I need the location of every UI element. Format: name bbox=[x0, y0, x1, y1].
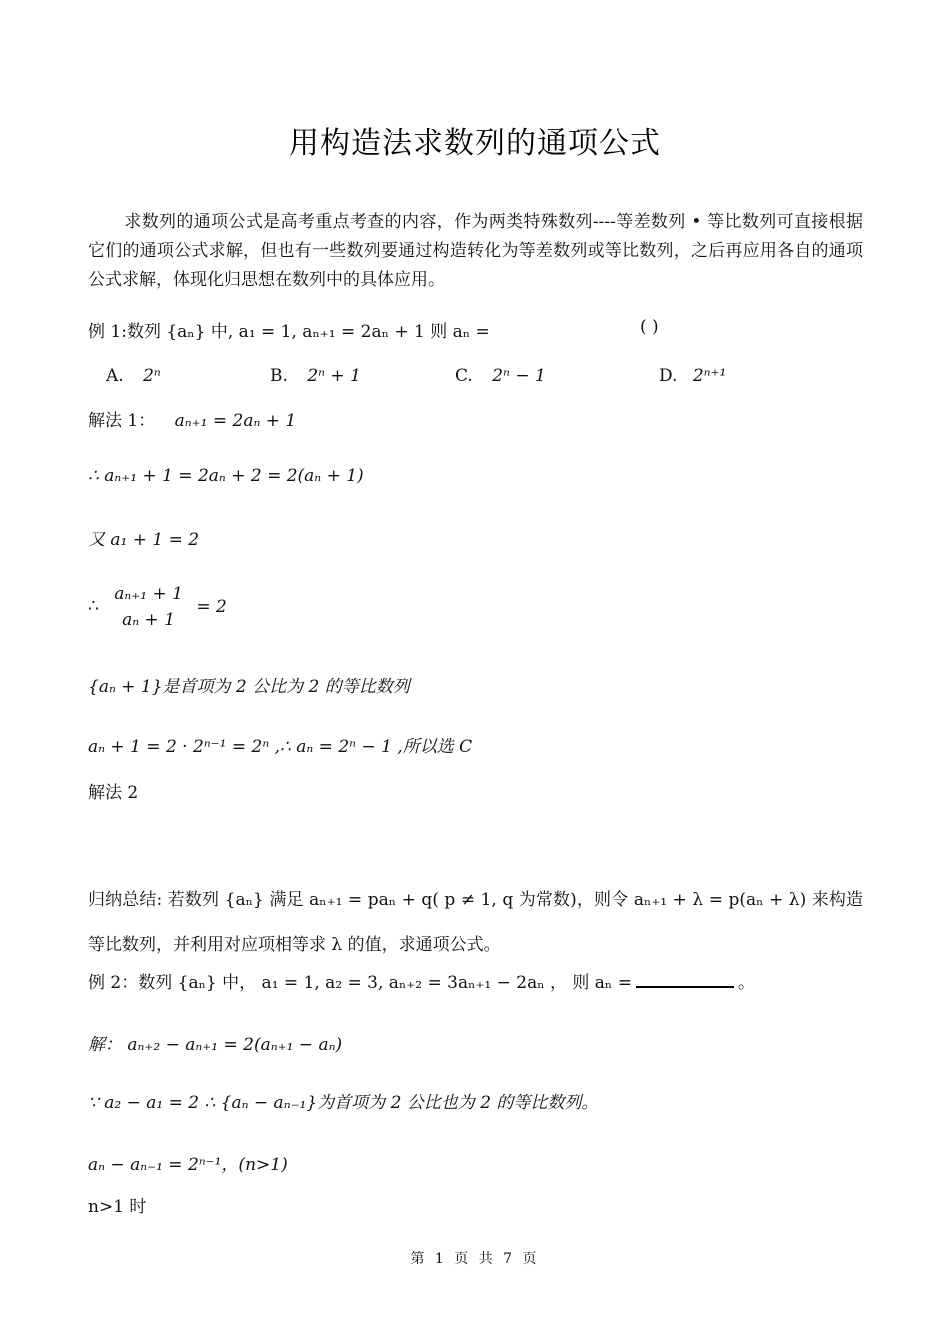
solution1-fraction-line bbox=[88, 584, 227, 630]
solution1-line5: {aₙ + 1}是首项为 2 公比为 2 的等比数列 bbox=[88, 677, 410, 697]
choice-b bbox=[270, 366, 361, 386]
fraction-numerator: aₙ₊₁ + 1 bbox=[114, 584, 183, 604]
choice-label: A. bbox=[106, 366, 124, 386]
ex2-solution-line3: aₙ − aₙ₋₁ = 2ⁿ⁻¹，(n>1) bbox=[88, 1155, 288, 1175]
answer-blank[interactable] bbox=[636, 972, 734, 988]
example1-stem: 例 1:数列 {aₙ} 中, a₁ = 1, aₙ₊₁ = 2aₙ + 1 则 aₙ = bbox=[88, 322, 490, 342]
choice-label: C. bbox=[455, 366, 473, 386]
solution1-line1 bbox=[88, 406, 296, 431]
example2-stem bbox=[88, 968, 755, 993]
summary-paragraph: 归纳总结: 若数列 {aₙ} 满足 aₙ₊₁ = paₙ + q( p ≠ 1, q 为常数)，则令 aₙ₊₁ + λ = p(aₙ + λ) 来构造等比数列，并利用对应项相等求 λ 的值，求通项公式。 bbox=[88, 890, 863, 955]
intro-text: 求数列的通项公式是高考重点考查的内容，作为两类特殊数列----等差数列 • 等比数列可直接根据它们的通项公式求解，但也有一些数列要通过构造转化为等差数列或等比数列，之后再应用各自的通项公式求解，体现化归思想在数列中的具体应用。 bbox=[88, 212, 863, 290]
choice-a bbox=[106, 366, 161, 386]
choice-expr: 2ⁿ + 1 bbox=[307, 366, 361, 386]
choice-d bbox=[659, 366, 726, 386]
choice-c bbox=[455, 366, 546, 386]
example2-end: 。 bbox=[737, 973, 755, 993]
answer-parentheses: ( ) bbox=[640, 317, 659, 337]
solution1-line6: aₙ + 1 = 2 · 2ⁿ⁻¹ = 2ⁿ ,∴ aₙ = 2ⁿ − 1 ,所以选 C bbox=[88, 737, 473, 757]
solution1-line2: ∴ aₙ₊₁ + 1 = 2aₙ + 2 = 2(aₙ + 1) bbox=[88, 466, 364, 486]
fraction bbox=[114, 584, 183, 630]
fraction-denominator: aₙ + 1 bbox=[122, 610, 176, 630]
page-footer: 第 1 页 共 7 页 bbox=[410, 1251, 540, 1267]
solution1-heading: 解法 1： bbox=[88, 411, 156, 431]
therefore-symbol: ∴ bbox=[88, 596, 99, 617]
choice-expr: 2ⁿ bbox=[143, 366, 161, 386]
fraction-rhs: = 2 bbox=[196, 596, 227, 617]
intro-paragraph bbox=[88, 208, 863, 295]
ex2-solution-line1: 解： aₙ₊₂ − aₙ₊₁ = 2(aₙ₊₁ − aₙ) bbox=[88, 1035, 343, 1055]
ex2-solution-line4: n>1 时 bbox=[88, 1197, 147, 1217]
ex2-solution-line2: ∵ a₂ − a₁ = 2 ∴ {aₙ − aₙ₋₁}为首项为 2 公比也为 2 的等比数列。 bbox=[88, 1093, 599, 1113]
example2-text: 例 2：数列 {aₙ} 中， a₁ = 1, a₂ = 3, aₙ₊₂ = 3aₙ₊₁ − 2aₙ ， 则 aₙ = bbox=[88, 973, 632, 993]
doc-title: 用构造法求数列的通项公式 bbox=[289, 126, 661, 161]
choice-expr: 2ⁿ⁺¹ bbox=[692, 366, 727, 386]
equation: aₙ₊₁ = 2aₙ + 1 bbox=[174, 411, 297, 431]
solution2-heading: 解法 2 bbox=[88, 783, 139, 803]
choice-label: D. bbox=[659, 366, 678, 386]
choice-label: B. bbox=[270, 366, 288, 386]
solution1-line3: 又 a₁ + 1 = 2 bbox=[88, 530, 200, 550]
choice-expr: 2ⁿ − 1 bbox=[492, 366, 546, 386]
